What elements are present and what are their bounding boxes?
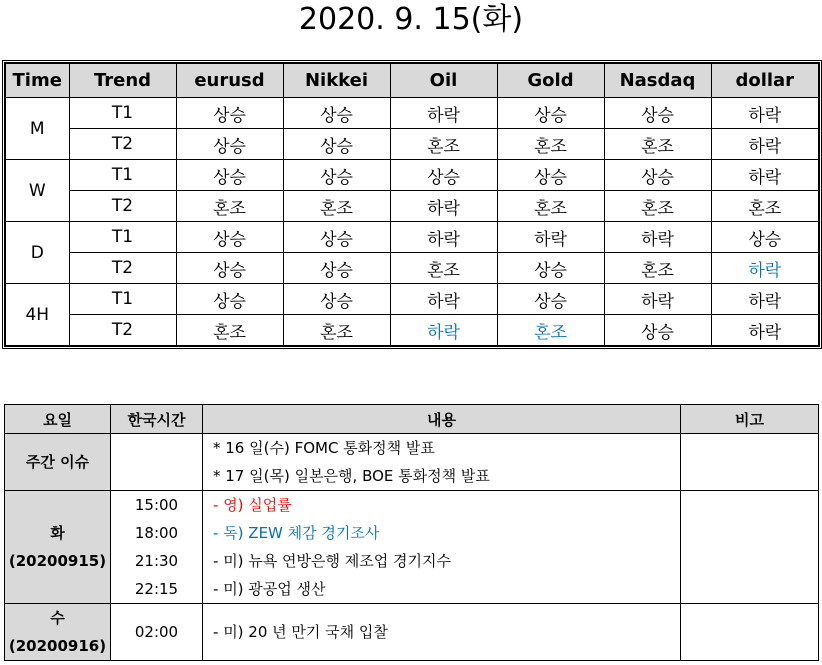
value-cell: 혼조 [497,191,604,222]
value-cell: 하락 [390,191,497,222]
event-time: 22:15 [134,580,179,598]
tuesday-events [203,491,681,604]
value-cell: 상승 [711,222,819,253]
event-time: 02:00 [134,623,179,641]
tuesday-day-cell [5,491,111,604]
weekly-issue-label: 주간 이슈 [5,434,111,491]
tuesday-date: (20200915) [8,552,107,570]
trend-header-row [5,63,819,98]
header-day: 요일 [5,405,111,434]
header-trend: Trend [69,63,176,98]
time-cell: W [5,160,69,222]
value-cell: 하락 [390,98,497,129]
trend-cell: T2 [69,315,176,347]
event-text: 미) 뉴욕 연방은행 제조업 경기지수 [223,552,451,570]
table-row [5,222,819,253]
schedule-table [4,404,819,661]
value-cell: 혼조 [390,253,497,284]
tuesday-day: 화 [50,524,65,542]
wednesday-times [111,604,203,661]
value-cell: 상승 [176,284,283,315]
value-cell: 상승 [497,253,604,284]
event-text: 미) 광공업 생산 [223,580,326,598]
value-cell: 상승 [390,160,497,191]
table-row [5,284,819,315]
value-cell: 상승 [497,160,604,191]
time-cell: M [5,98,69,160]
value-cell: 혼조 [604,129,711,160]
header-gold: Gold [497,63,604,98]
weekly-issue-row [5,434,819,491]
header-nasdaq: Nasdaq [604,63,711,98]
value-cell: 하락 [711,160,819,191]
value-cell: 상승 [176,253,283,284]
value-cell: 상승 [497,284,604,315]
value-cell: 하락 [390,222,497,253]
header-time: Time [5,63,69,98]
tuesday-remarks [681,491,819,604]
trend-cell: T1 [69,160,176,191]
header-content: 내용 [203,405,681,434]
time-cell: 4H [5,284,69,347]
weekly-issue-item: * 16 일(수) FOMC 통화정책 발표 [213,439,435,457]
trend-cell: T2 [69,191,176,222]
value-cell: 혼조 [604,253,711,284]
table-row [5,129,819,160]
header-remarks: 비고 [681,405,819,434]
tuesday-row [5,491,819,604]
value-cell-highlighted: 혼조 [497,315,604,347]
wednesday-row [5,604,819,661]
table-row [5,253,819,284]
value-cell: 하락 [711,284,819,315]
value-cell: 하락 [604,222,711,253]
value-cell-highlighted: 하락 [711,253,819,284]
wednesday-day: 수 [50,609,65,627]
value-cell: 하락 [711,129,819,160]
event-text: 영) 실업률 [223,496,292,514]
value-cell: 혼조 [283,191,390,222]
value-cell: 상승 [283,284,390,315]
trend-cell: T2 [69,253,176,284]
trend-table [4,62,820,347]
schedule-header-row [5,405,819,434]
value-cell: 상승 [176,129,283,160]
value-cell: 상승 [176,98,283,129]
trend-cell: T1 [69,222,176,253]
value-cell: 하락 [497,222,604,253]
value-cell: 하락 [711,315,819,347]
value-cell: 혼조 [176,315,283,347]
weekly-issue-time [111,434,203,491]
wednesday-events [203,604,681,661]
value-cell: 상승 [176,222,283,253]
wednesday-date: (20200916) [8,637,107,655]
header-korea-time: 한국시간 [111,405,203,434]
value-cell: 상승 [497,98,604,129]
event-item: - 영) 실업률 [213,496,292,514]
tuesday-times [111,491,203,604]
value-cell: 상승 [604,160,711,191]
weekly-issue-remarks [681,434,819,491]
header-nikkei: Nikkei [283,63,390,98]
page-title: 2020. 9. 15(화) [298,2,524,37]
value-cell: 상승 [604,315,711,347]
event-time: 18:00 [134,524,179,542]
event-text: 독) ZEW 체감 경기조사 [223,524,380,542]
value-cell: 상승 [283,129,390,160]
table-row [5,315,819,347]
event-item: - 미) 20 년 만기 국채 입찰 [213,623,388,641]
value-cell-highlighted: 하락 [390,315,497,347]
table-row [5,191,819,222]
trend-cell: T1 [69,284,176,315]
header-dollar: dollar [711,63,819,98]
value-cell: 혼조 [390,129,497,160]
value-cell: 상승 [283,222,390,253]
event-item: - 미) 광공업 생산 [213,580,326,598]
header-eurusd: eurusd [176,63,283,98]
value-cell: 상승 [283,98,390,129]
table-row [5,98,819,129]
value-cell: 하락 [711,98,819,129]
value-cell: 상승 [604,98,711,129]
value-cell: 하락 [604,284,711,315]
value-cell: 상승 [283,160,390,191]
value-cell: 혼조 [497,129,604,160]
wednesday-remarks [681,604,819,661]
table-row [5,160,819,191]
value-cell: 하락 [390,284,497,315]
value-cell: 상승 [283,253,390,284]
event-time: 21:30 [134,552,179,570]
time-cell: D [5,222,69,284]
value-cell: 혼조 [283,315,390,347]
header-oil: Oil [390,63,497,98]
value-cell: 혼조 [604,191,711,222]
trend-cell: T1 [69,98,176,129]
weekly-issue-item: * 17 일(목) 일본은행, BOE 통화정책 발표 [213,467,490,485]
weekly-issue-content [203,434,681,491]
wednesday-day-cell [5,604,111,661]
event-text: 미) 20 년 만기 국채 입찰 [223,623,388,641]
event-item: - 미) 뉴욕 연방은행 제조업 경기지수 [213,552,451,570]
value-cell: 혼조 [711,191,819,222]
value-cell: 혼조 [176,191,283,222]
event-time: 15:00 [134,496,179,514]
event-item: - 독) ZEW 체감 경기조사 [213,524,380,542]
trend-cell: T2 [69,129,176,160]
value-cell: 상승 [176,160,283,191]
